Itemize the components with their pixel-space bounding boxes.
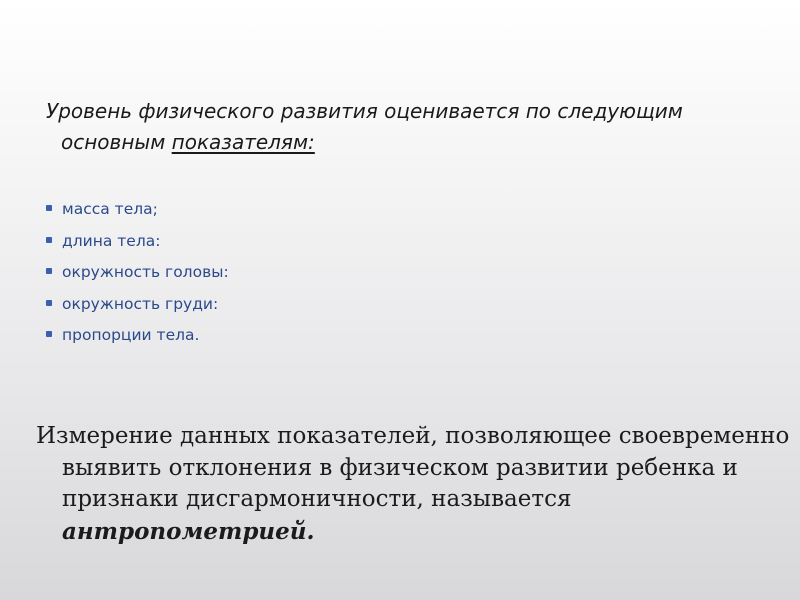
bullet-icon	[46, 237, 52, 243]
conclusion-text: Измерение данных показателей, позволяющее своевременно выявить отклонения в физическом развитии ребенка и признаки дисгармоничности, называется	[36, 423, 790, 512]
bullet-icon	[46, 205, 52, 211]
list-item	[44, 291, 229, 323]
bullet-icon	[46, 300, 52, 306]
bullet-icon	[46, 268, 52, 274]
list-item	[44, 228, 229, 260]
list-item-text: пропорции тела.	[62, 326, 200, 344]
list-item-text: длина тела:	[62, 231, 161, 250]
list-item-text: масса тела;	[62, 200, 158, 218]
list-item	[44, 322, 229, 354]
list-item	[44, 196, 229, 228]
intro-paragraph	[46, 96, 761, 158]
indicator-list	[44, 196, 229, 354]
list-item-text: окружность груди:	[62, 294, 219, 313]
list-item	[44, 259, 229, 291]
conclusion-term: антропометрией.	[62, 517, 315, 545]
intro-text: Уровень физического развития оценивается по следующим основным	[46, 99, 683, 154]
list-item-text: окружность головы:	[62, 263, 229, 281]
intro-underlined-word: показателям:	[171, 130, 315, 154]
conclusion-paragraph	[36, 421, 792, 548]
bullet-icon	[46, 331, 52, 337]
